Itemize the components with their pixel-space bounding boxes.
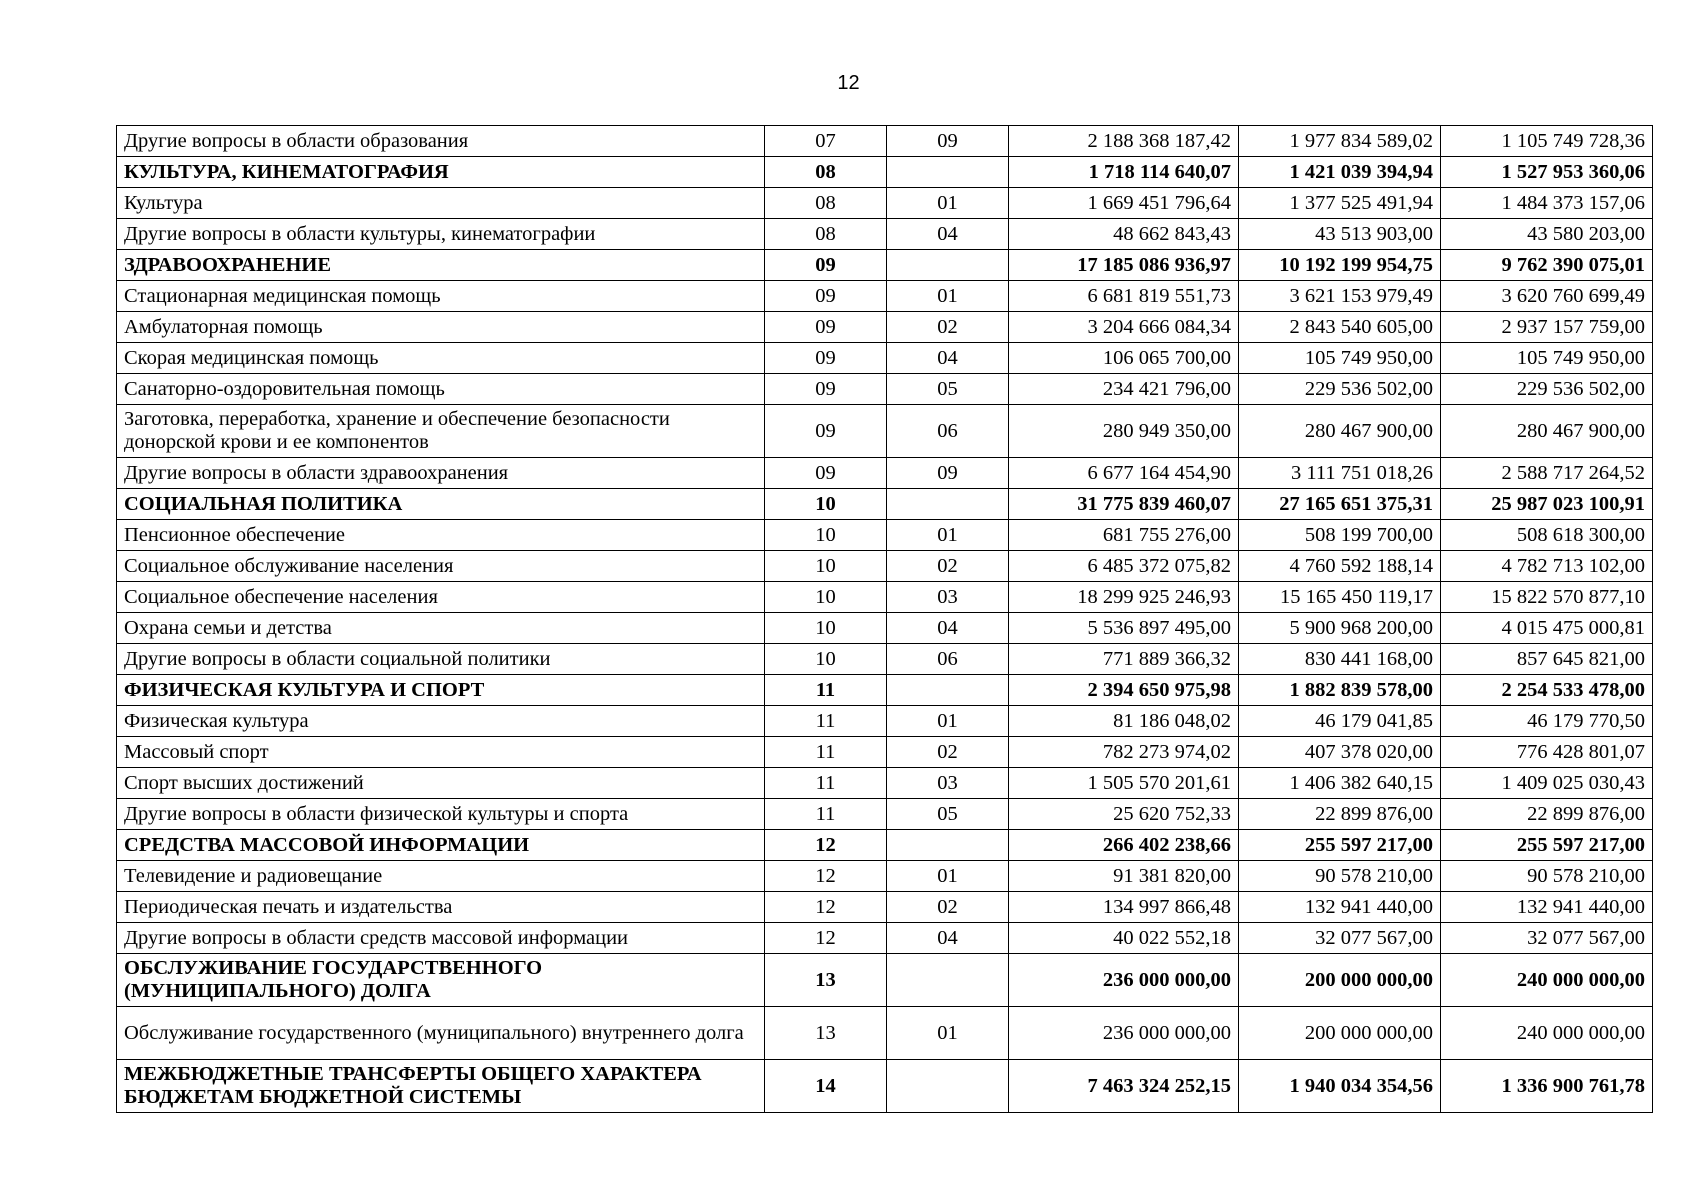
subsection-code: 02 bbox=[887, 892, 1009, 923]
amount-col-1: 48 662 843,43 bbox=[1009, 219, 1239, 250]
section-code: 10 bbox=[765, 644, 887, 675]
table-row bbox=[117, 861, 1653, 892]
amount-col-2: 255 597 217,00 bbox=[1239, 830, 1441, 861]
section-code: 09 bbox=[765, 281, 887, 312]
amount-col-1: 91 381 820,00 bbox=[1009, 861, 1239, 892]
subsection-code: 02 bbox=[887, 551, 1009, 582]
section-total-row bbox=[117, 157, 1653, 188]
amount-col-3: 2 254 533 478,00 bbox=[1441, 675, 1653, 706]
amount-col-3: 1 409 025 030,43 bbox=[1441, 768, 1653, 799]
section-code: 10 bbox=[765, 520, 887, 551]
amount-col-2: 5 900 968 200,00 bbox=[1239, 613, 1441, 644]
subsection-code: 03 bbox=[887, 768, 1009, 799]
amount-col-2: 27 165 651 375,31 bbox=[1239, 489, 1441, 520]
table-row bbox=[117, 1007, 1653, 1060]
amount-col-1: 25 620 752,33 bbox=[1009, 799, 1239, 830]
amount-col-1: 7 463 324 252,15 bbox=[1009, 1060, 1239, 1113]
row-name: Скорая медицинская помощь bbox=[117, 343, 765, 374]
amount-col-2: 4 760 592 188,14 bbox=[1239, 551, 1441, 582]
amount-col-1: 18 299 925 246,93 bbox=[1009, 582, 1239, 613]
row-name: КУЛЬТУРА, КИНЕМАТОГРАФИЯ bbox=[117, 157, 765, 188]
row-name: Спорт высших достижений bbox=[117, 768, 765, 799]
subsection-code: 09 bbox=[887, 126, 1009, 157]
amount-col-3: 4 015 475 000,81 bbox=[1441, 613, 1653, 644]
section-total-row bbox=[117, 1060, 1653, 1113]
row-name: Социальное обеспечение населения bbox=[117, 582, 765, 613]
row-name: Социальное обслуживание населения bbox=[117, 551, 765, 582]
row-name: СРЕДСТВА МАССОВОЙ ИНФОРМАЦИИ bbox=[117, 830, 765, 861]
amount-col-2: 2 843 540 605,00 bbox=[1239, 312, 1441, 343]
table-row bbox=[117, 706, 1653, 737]
section-code: 10 bbox=[765, 551, 887, 582]
amount-col-2: 3 621 153 979,49 bbox=[1239, 281, 1441, 312]
amount-col-2: 10 192 199 954,75 bbox=[1239, 250, 1441, 281]
amount-col-1: 5 536 897 495,00 bbox=[1009, 613, 1239, 644]
section-code: 12 bbox=[765, 830, 887, 861]
table-row bbox=[117, 892, 1653, 923]
amount-col-1: 681 755 276,00 bbox=[1009, 520, 1239, 551]
table-row bbox=[117, 188, 1653, 219]
row-name: Пенсионное обеспечение bbox=[117, 520, 765, 551]
section-code: 11 bbox=[765, 675, 887, 706]
amount-col-1: 1 505 570 201,61 bbox=[1009, 768, 1239, 799]
amount-col-1: 2 188 368 187,42 bbox=[1009, 126, 1239, 157]
amount-col-2: 105 749 950,00 bbox=[1239, 343, 1441, 374]
subsection-code: 01 bbox=[887, 861, 1009, 892]
section-code: 08 bbox=[765, 157, 887, 188]
row-name: Санаторно-оздоровительная помощь bbox=[117, 374, 765, 405]
subsection-code: 01 bbox=[887, 188, 1009, 219]
amount-col-3: 9 762 390 075,01 bbox=[1441, 250, 1653, 281]
row-name: Физическая культура bbox=[117, 706, 765, 737]
table-row bbox=[117, 520, 1653, 551]
subsection-code: 09 bbox=[887, 458, 1009, 489]
row-name: Другие вопросы в области средств массовой информации bbox=[117, 923, 765, 954]
amount-col-3: 105 749 950,00 bbox=[1441, 343, 1653, 374]
amount-col-2: 32 077 567,00 bbox=[1239, 923, 1441, 954]
amount-col-3: 46 179 770,50 bbox=[1441, 706, 1653, 737]
amount-col-2: 508 199 700,00 bbox=[1239, 520, 1441, 551]
table-row bbox=[117, 126, 1653, 157]
amount-col-2: 1 406 382 640,15 bbox=[1239, 768, 1441, 799]
subsection-code: 05 bbox=[887, 374, 1009, 405]
budget-table-body bbox=[117, 126, 1653, 1113]
row-name: МЕЖБЮДЖЕТНЫЕ ТРАНСФЕРТЫ ОБЩЕГО ХАРАКТЕРА БЮДЖЕТАМ БЮДЖЕТНОЙ СИСТЕМЫ bbox=[117, 1060, 765, 1113]
table-row bbox=[117, 644, 1653, 675]
section-code: 08 bbox=[765, 219, 887, 250]
amount-col-3: 43 580 203,00 bbox=[1441, 219, 1653, 250]
section-code: 09 bbox=[765, 458, 887, 489]
section-code: 11 bbox=[765, 706, 887, 737]
section-code: 10 bbox=[765, 489, 887, 520]
subsection-code: 03 bbox=[887, 582, 1009, 613]
amount-col-1: 134 997 866,48 bbox=[1009, 892, 1239, 923]
subsection-code: 04 bbox=[887, 613, 1009, 644]
subsection-code: 01 bbox=[887, 706, 1009, 737]
amount-col-1: 6 677 164 454,90 bbox=[1009, 458, 1239, 489]
amount-col-3: 776 428 801,07 bbox=[1441, 737, 1653, 768]
subsection-code bbox=[887, 250, 1009, 281]
amount-col-3: 90 578 210,00 bbox=[1441, 861, 1653, 892]
amount-col-3: 508 618 300,00 bbox=[1441, 520, 1653, 551]
row-name: Другие вопросы в области здравоохранения bbox=[117, 458, 765, 489]
subsection-code: 05 bbox=[887, 799, 1009, 830]
amount-col-1: 81 186 048,02 bbox=[1009, 706, 1239, 737]
table-row bbox=[117, 458, 1653, 489]
amount-col-2: 43 513 903,00 bbox=[1239, 219, 1441, 250]
amount-col-2: 229 536 502,00 bbox=[1239, 374, 1441, 405]
amount-col-1: 236 000 000,00 bbox=[1009, 1007, 1239, 1060]
section-total-row bbox=[117, 675, 1653, 706]
table-row bbox=[117, 219, 1653, 250]
table-row bbox=[117, 281, 1653, 312]
section-code: 12 bbox=[765, 861, 887, 892]
amount-col-1: 1 669 451 796,64 bbox=[1009, 188, 1239, 219]
amount-col-1: 31 775 839 460,07 bbox=[1009, 489, 1239, 520]
section-code: 11 bbox=[765, 768, 887, 799]
section-code: 12 bbox=[765, 923, 887, 954]
table-row bbox=[117, 737, 1653, 768]
subsection-code: 04 bbox=[887, 923, 1009, 954]
amount-col-2: 1 377 525 491,94 bbox=[1239, 188, 1441, 219]
subsection-code: 02 bbox=[887, 312, 1009, 343]
table-row bbox=[117, 768, 1653, 799]
amount-col-2: 90 578 210,00 bbox=[1239, 861, 1441, 892]
section-total-row bbox=[117, 489, 1653, 520]
budget-table bbox=[116, 125, 1653, 1113]
amount-col-3: 4 782 713 102,00 bbox=[1441, 551, 1653, 582]
row-name: ОБСЛУЖИВАНИЕ ГОСУДАРСТВЕННОГО (МУНИЦИПАЛЬНОГО) ДОЛГА bbox=[117, 954, 765, 1007]
subsection-code: 02 bbox=[887, 737, 1009, 768]
row-name: Другие вопросы в области социальной политики bbox=[117, 644, 765, 675]
amount-col-3: 255 597 217,00 bbox=[1441, 830, 1653, 861]
amount-col-3: 15 822 570 877,10 bbox=[1441, 582, 1653, 613]
table-row bbox=[117, 405, 1653, 458]
amount-col-3: 3 620 760 699,49 bbox=[1441, 281, 1653, 312]
amount-col-2: 15 165 450 119,17 bbox=[1239, 582, 1441, 613]
subsection-code bbox=[887, 675, 1009, 706]
amount-col-3: 1 105 749 728,36 bbox=[1441, 126, 1653, 157]
amount-col-3: 132 941 440,00 bbox=[1441, 892, 1653, 923]
subsection-code: 01 bbox=[887, 1007, 1009, 1060]
amount-col-2: 46 179 041,85 bbox=[1239, 706, 1441, 737]
section-code: 12 bbox=[765, 892, 887, 923]
amount-col-2: 1 977 834 589,02 bbox=[1239, 126, 1441, 157]
row-name: ФИЗИЧЕСКАЯ КУЛЬТУРА И СПОРТ bbox=[117, 675, 765, 706]
row-name: СОЦИАЛЬНАЯ ПОЛИТИКА bbox=[117, 489, 765, 520]
amount-col-3: 32 077 567,00 bbox=[1441, 923, 1653, 954]
amount-col-3: 2 588 717 264,52 bbox=[1441, 458, 1653, 489]
row-name: Другие вопросы в области образования bbox=[117, 126, 765, 157]
table-row bbox=[117, 551, 1653, 582]
row-name: ЗДРАВООХРАНЕНИЕ bbox=[117, 250, 765, 281]
subsection-code bbox=[887, 954, 1009, 1007]
amount-col-1: 40 022 552,18 bbox=[1009, 923, 1239, 954]
row-name: Амбулаторная помощь bbox=[117, 312, 765, 343]
amount-col-3: 22 899 876,00 bbox=[1441, 799, 1653, 830]
amount-col-3: 1 484 373 157,06 bbox=[1441, 188, 1653, 219]
table-row bbox=[117, 582, 1653, 613]
section-code: 14 bbox=[765, 1060, 887, 1113]
amount-col-3: 229 536 502,00 bbox=[1441, 374, 1653, 405]
section-code: 10 bbox=[765, 613, 887, 644]
row-name: Заготовка, переработка, хранение и обеспечение безопасности донорской крови и ее компонентов bbox=[117, 405, 765, 458]
amount-col-3: 1 336 900 761,78 bbox=[1441, 1060, 1653, 1113]
amount-col-1: 234 421 796,00 bbox=[1009, 374, 1239, 405]
amount-col-1: 280 949 350,00 bbox=[1009, 405, 1239, 458]
amount-col-1: 2 394 650 975,98 bbox=[1009, 675, 1239, 706]
amount-col-3: 857 645 821,00 bbox=[1441, 644, 1653, 675]
amount-col-3: 25 987 023 100,91 bbox=[1441, 489, 1653, 520]
amount-col-1: 106 065 700,00 bbox=[1009, 343, 1239, 374]
amount-col-1: 17 185 086 936,97 bbox=[1009, 250, 1239, 281]
amount-col-1: 771 889 366,32 bbox=[1009, 644, 1239, 675]
section-code: 09 bbox=[765, 312, 887, 343]
table-row bbox=[117, 312, 1653, 343]
amount-col-1: 6 681 819 551,73 bbox=[1009, 281, 1239, 312]
table-row bbox=[117, 374, 1653, 405]
subsection-code: 06 bbox=[887, 644, 1009, 675]
subsection-code: 01 bbox=[887, 281, 1009, 312]
amount-col-2: 1 940 034 354,56 bbox=[1239, 1060, 1441, 1113]
row-name: Культура bbox=[117, 188, 765, 219]
row-name: Периодическая печать и издательства bbox=[117, 892, 765, 923]
section-code: 07 bbox=[765, 126, 887, 157]
amount-col-1: 782 273 974,02 bbox=[1009, 737, 1239, 768]
amount-col-2: 200 000 000,00 bbox=[1239, 954, 1441, 1007]
subsection-code bbox=[887, 489, 1009, 520]
amount-col-1: 3 204 666 084,34 bbox=[1009, 312, 1239, 343]
section-code: 09 bbox=[765, 250, 887, 281]
amount-col-3: 240 000 000,00 bbox=[1441, 1007, 1653, 1060]
amount-col-3: 240 000 000,00 bbox=[1441, 954, 1653, 1007]
section-total-row bbox=[117, 954, 1653, 1007]
section-code: 13 bbox=[765, 1007, 887, 1060]
table-row bbox=[117, 923, 1653, 954]
row-name: Массовый спорт bbox=[117, 737, 765, 768]
section-total-row bbox=[117, 250, 1653, 281]
amount-col-1: 1 718 114 640,07 bbox=[1009, 157, 1239, 188]
amount-col-3: 1 527 953 360,06 bbox=[1441, 157, 1653, 188]
amount-col-2: 22 899 876,00 bbox=[1239, 799, 1441, 830]
section-code: 11 bbox=[765, 737, 887, 768]
amount-col-2: 132 941 440,00 bbox=[1239, 892, 1441, 923]
amount-col-1: 236 000 000,00 bbox=[1009, 954, 1239, 1007]
section-code: 10 bbox=[765, 582, 887, 613]
amount-col-1: 266 402 238,66 bbox=[1009, 830, 1239, 861]
row-name: Другие вопросы в области культуры, кинематографии bbox=[117, 219, 765, 250]
amount-col-3: 2 937 157 759,00 bbox=[1441, 312, 1653, 343]
amount-col-2: 280 467 900,00 bbox=[1239, 405, 1441, 458]
section-code: 13 bbox=[765, 954, 887, 1007]
subsection-code bbox=[887, 1060, 1009, 1113]
section-code: 09 bbox=[765, 343, 887, 374]
subsection-code: 06 bbox=[887, 405, 1009, 458]
row-name: Стационарная медицинская помощь bbox=[117, 281, 765, 312]
table-row bbox=[117, 343, 1653, 374]
amount-col-3: 280 467 900,00 bbox=[1441, 405, 1653, 458]
amount-col-2: 200 000 000,00 bbox=[1239, 1007, 1441, 1060]
row-name: Другие вопросы в области физической культуры и спорта bbox=[117, 799, 765, 830]
row-name: Обслуживание государственного (муниципального) внутреннего долга bbox=[117, 1007, 765, 1060]
subsection-code: 01 bbox=[887, 520, 1009, 551]
row-name: Охрана семьи и детства bbox=[117, 613, 765, 644]
amount-col-2: 407 378 020,00 bbox=[1239, 737, 1441, 768]
page-number: 12 bbox=[837, 72, 860, 94]
section-total-row bbox=[117, 830, 1653, 861]
amount-col-2: 1 882 839 578,00 bbox=[1239, 675, 1441, 706]
amount-col-1: 6 485 372 075,82 bbox=[1009, 551, 1239, 582]
subsection-code: 04 bbox=[887, 219, 1009, 250]
subsection-code bbox=[887, 830, 1009, 861]
section-code: 11 bbox=[765, 799, 887, 830]
section-code: 09 bbox=[765, 374, 887, 405]
section-code: 09 bbox=[765, 405, 887, 458]
subsection-code: 04 bbox=[887, 343, 1009, 374]
table-row bbox=[117, 799, 1653, 830]
amount-col-2: 3 111 751 018,26 bbox=[1239, 458, 1441, 489]
amount-col-2: 830 441 168,00 bbox=[1239, 644, 1441, 675]
amount-col-2: 1 421 039 394,94 bbox=[1239, 157, 1441, 188]
subsection-code bbox=[887, 157, 1009, 188]
row-name: Телевидение и радиовещание bbox=[117, 861, 765, 892]
table-row bbox=[117, 613, 1653, 644]
section-code: 08 bbox=[765, 188, 887, 219]
